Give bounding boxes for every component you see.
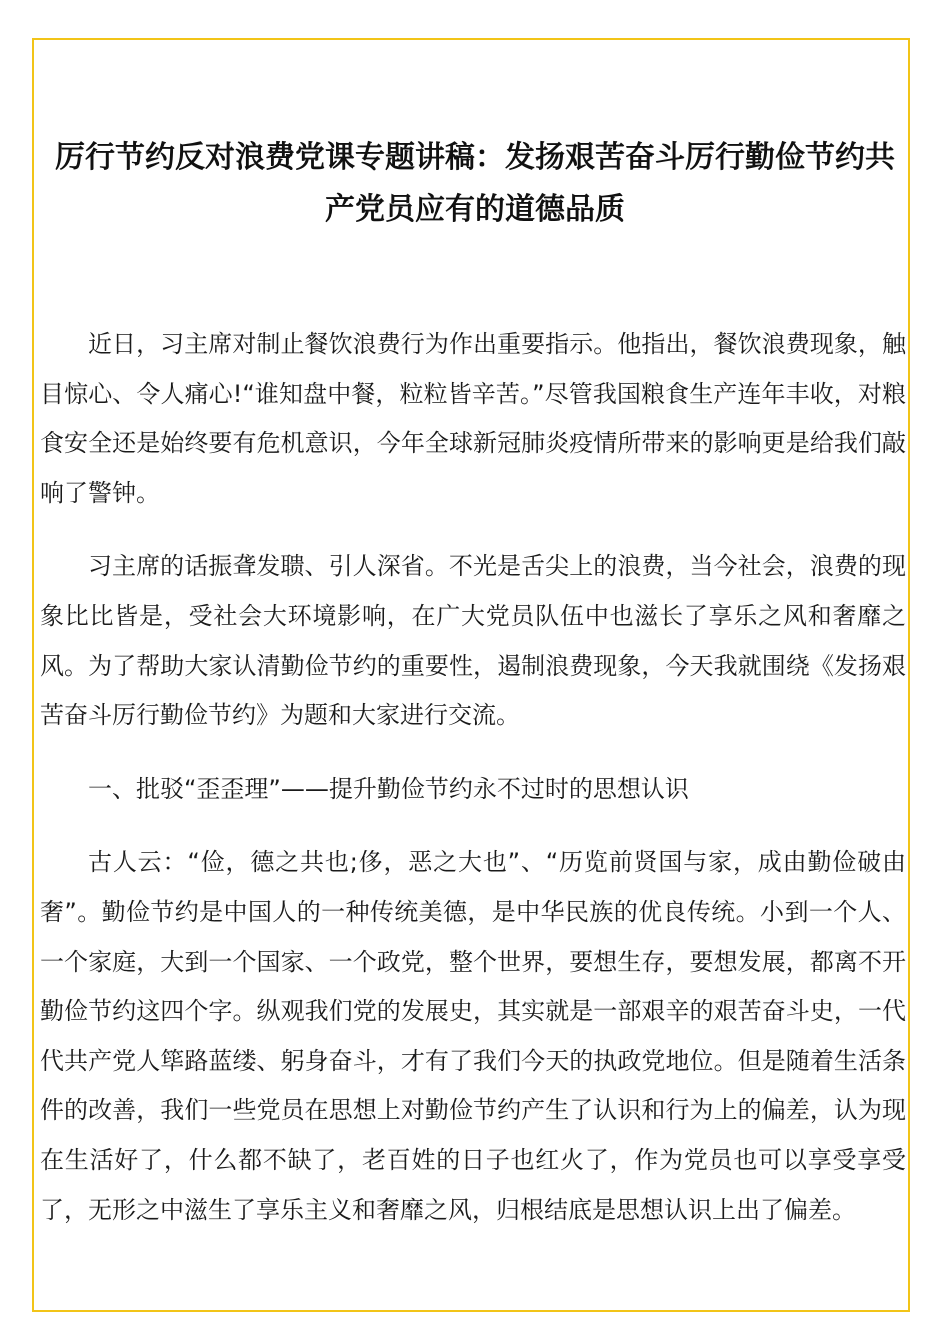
document-body: [40, 320, 906, 1259]
paragraph-intro: 近日，习主席对制止餐饮浪费行为作出重要指示。他指出，餐饮浪费现象，触目惊心、令人痛心!“谁知盘中餐，粒粒皆辛苦。”尽管我国粮食生产连年丰收，对粮食安全还是始终要有危机意识，今年全球新冠肺炎疫情所带来的影响更是给我们敲响了警钟。: [40, 330, 906, 507]
paragraph-context: 习主席的话振聋发聩、引人深省。不光是舌尖上的浪费，当今社会，浪费的现象比比皆是，受社会大环境影响，在广大党员队伍中也滋长了享乐之风和奢靡之风。为了帮助大家认清勤俭节约的重要性，遏制浪费现象，今天我就围绕《发扬艰苦奋斗厉行勤俭节约》为题和大家进行交流。: [40, 552, 906, 730]
document-title: 厉行节约反对浪费党课专题讲稿：发扬艰苦奋斗厉行勤俭节约共产党员应有的道德品质: [55, 140, 895, 227]
paragraph-section-one: 古人云：“俭，德之共也;侈，恶之大也”、“历览前贤国与家，成由勤俭破由奢”。勤俭节约是中国人的一种传统美德，是中华民族的优良传统。小到一个人、一个家庭，大到一个国家、一个政党，整个世界，要想生存，要想发展，都离不开勤俭节约这四个字。纵观我们党的发展史，其实就是一部艰辛的艰苦奋斗史，一代代共产党人筚路蓝缕、躬身奋斗，才有了我们今天的执政党地位。但是随着生活条件的改善，我们一些党员在思想上对勤俭节约产生了认识和行为上的偏差，认为现在生活好了，什么都不缺了，老百姓的日子也红火了，作为党员也可以享受享受了，无形之中滋生了享乐主义和奢靡之风，归根结底是思想认识上出了偏差。: [40, 848, 906, 1224]
section-heading: 一、批驳“歪歪理”——提升勤俭节约永不过时的思想认识: [88, 774, 689, 803]
